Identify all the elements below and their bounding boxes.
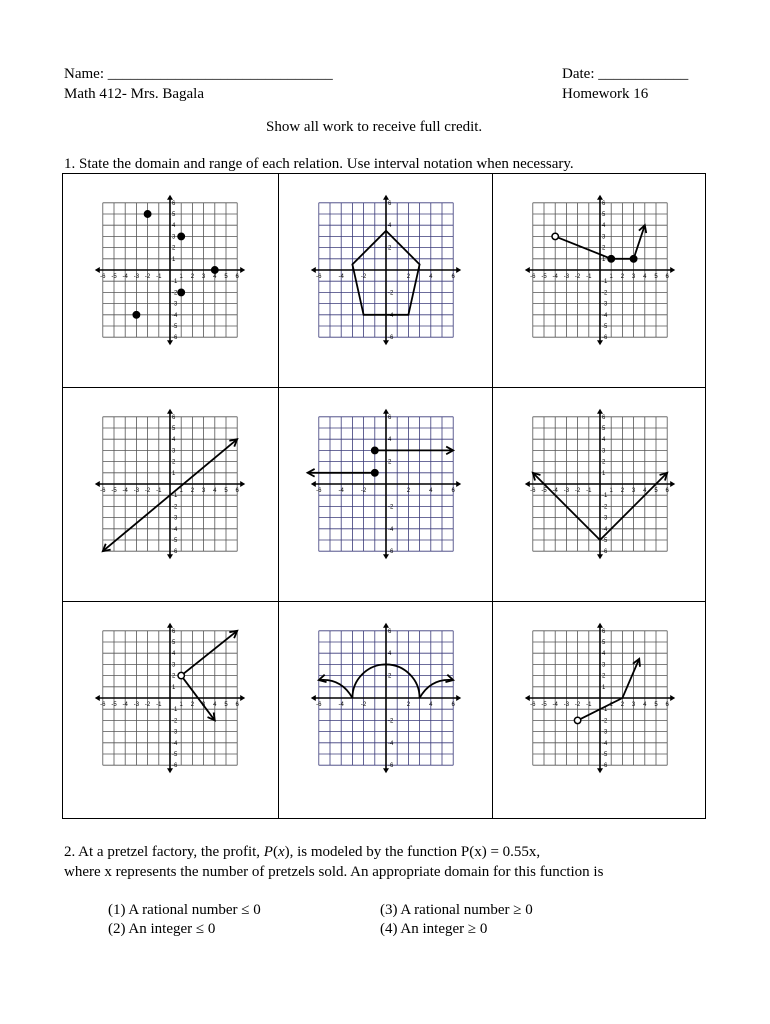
y-tick-label: 5 — [172, 640, 176, 646]
x-tick-label: 6 — [235, 274, 239, 280]
x-tick-label: -2 — [144, 702, 151, 708]
y-tick-label: -6 — [602, 763, 608, 770]
y-tick-label: -4 — [172, 526, 178, 533]
x-tick-label: -3 — [133, 274, 140, 280]
y-tick-label: -2 — [388, 290, 394, 297]
y-tick-label: 1 — [602, 256, 606, 263]
x-tick-label: -2 — [360, 488, 367, 494]
y-tick-label: 4 — [172, 223, 176, 230]
axes — [527, 197, 673, 343]
axes — [97, 411, 243, 557]
y-tick-label: -6 — [388, 335, 394, 342]
y-tick-label: 3 — [602, 448, 606, 455]
x-tick-label: -4 — [552, 274, 558, 280]
y-tick-label: -2 — [172, 504, 178, 511]
x-tick-label: -5 — [111, 702, 117, 708]
open-point — [552, 233, 558, 239]
y-tick-label: -6 — [172, 763, 178, 770]
x-tick-label: 1 — [609, 488, 613, 494]
x-tick-label: -2 — [574, 702, 581, 708]
closed-point — [144, 211, 150, 217]
closed-point — [133, 312, 139, 318]
q2-text: ), is modeled by the function — [284, 844, 461, 860]
y-tick-label: 3 — [172, 234, 176, 241]
x-tick-label: 5 — [654, 488, 658, 494]
axes — [313, 625, 459, 771]
coordinate-grid-7 — [63, 602, 277, 814]
y-tick-label: 6 — [602, 200, 606, 207]
graph-cell-7 — [63, 602, 277, 814]
axes — [527, 411, 673, 557]
y-tick-label: -3 — [602, 729, 608, 736]
x-tick-label: 4 — [429, 274, 433, 280]
x-tick-label: 5 — [654, 274, 658, 280]
x-tick-label: -2 — [360, 702, 367, 708]
x-tick-label: -6 — [100, 702, 106, 708]
question-1-text: 1. State the domain and range of each relation. Use interval notation when necessary. — [64, 156, 574, 172]
course-title: Math 412- Mrs. Bagala — [64, 86, 204, 102]
y-tick-label: -4 — [172, 740, 178, 747]
q2-text: 2. At a pretzel factory, the profit, — [64, 844, 264, 860]
y-tick-label: -2 — [602, 718, 608, 725]
y-tick-label: -4 — [388, 312, 394, 319]
x-tick-label: 6 — [451, 488, 455, 494]
x-tick-label: 6 — [665, 274, 669, 280]
y-tick-label: -3 — [602, 515, 608, 522]
y-tick-label: 2 — [602, 673, 606, 680]
y-tick-label: -3 — [172, 729, 178, 736]
y-tick-label: -3 — [172, 515, 178, 522]
y-tick-label: 4 — [602, 223, 606, 230]
y-tick-label: 1 — [602, 470, 606, 477]
y-tick-label: -5 — [602, 752, 608, 758]
y-tick-label: 4 — [388, 437, 392, 444]
x-tick-label: -6 — [530, 702, 536, 708]
y-tick-label: 3 — [602, 662, 606, 669]
open-point — [574, 717, 580, 723]
homework-number: Homework 16 — [562, 86, 649, 102]
y-tick-label: 2 — [172, 245, 176, 252]
coordinate-grid-2 — [279, 174, 493, 386]
x-tick-label: -5 — [541, 274, 547, 280]
choice-2[interactable]: (2) An integer ≤ 0 — [108, 921, 216, 937]
y-tick-label: -2 — [172, 290, 178, 297]
question-2-line-1 — [64, 844, 540, 861]
instruction-text: Show all work to receive full credit. — [266, 119, 483, 135]
y-tick-label: -4 — [172, 312, 178, 319]
x-tick-label: 4 — [643, 702, 647, 708]
x-tick-label: 1 — [609, 702, 613, 708]
x-tick-label: 6 — [665, 702, 669, 708]
y-tick-label: 4 — [388, 651, 392, 658]
y-tick-label: 4 — [602, 437, 606, 444]
x-tick-label: -5 — [541, 488, 547, 494]
y-tick-label: -1 — [172, 493, 178, 500]
closed-point — [630, 256, 636, 262]
y-tick-label: 3 — [172, 662, 176, 669]
y-tick-label: -6 — [388, 763, 394, 770]
x-tick-label: -6 — [100, 488, 106, 494]
x-tick-label: -3 — [133, 488, 140, 494]
graph-cell-2 — [279, 174, 493, 386]
left-curve — [319, 680, 353, 698]
x-tick-label: -3 — [563, 274, 570, 280]
x-tick-label: 4 — [213, 702, 217, 708]
x-tick-label: -1 — [156, 702, 162, 708]
x-tick-label: -4 — [338, 488, 344, 494]
y-tick-label: 1 — [172, 256, 176, 263]
y-tick-label: -5 — [602, 538, 608, 544]
y-tick-label: 2 — [172, 459, 176, 466]
y-tick-label: -6 — [172, 335, 178, 342]
y-tick-label: -4 — [602, 526, 608, 533]
x-tick-label: 6 — [235, 702, 239, 708]
x-tick-label: -3 — [133, 702, 140, 708]
x-tick-label: -1 — [586, 274, 592, 280]
y-tick-label: -4 — [388, 740, 394, 747]
graph-cell-6 — [493, 388, 707, 600]
x-tick-label: -2 — [360, 274, 367, 280]
x-tick-label: -4 — [122, 274, 128, 280]
x-tick-label: 4 — [429, 702, 433, 708]
q2-var: x — [277, 844, 285, 860]
x-tick-label: -4 — [552, 488, 558, 494]
y-tick-label: -6 — [172, 549, 178, 556]
y-tick-label: 6 — [388, 414, 392, 421]
closed-point — [212, 267, 218, 273]
y-tick-label: 5 — [172, 426, 176, 432]
y-tick-label: -6 — [602, 335, 608, 342]
y-tick-label: -5 — [172, 752, 178, 758]
x-tick-label: 2 — [190, 274, 195, 280]
y-tick-label: 2 — [388, 673, 392, 680]
y-tick-label: 2 — [388, 459, 392, 466]
x-tick-label: -6 — [316, 488, 322, 494]
graph-cell-3 — [493, 174, 707, 386]
y-tick-label: -5 — [172, 324, 178, 330]
x-tick-label: -5 — [541, 702, 547, 708]
axes — [313, 411, 459, 557]
q2-func: P — [263, 844, 273, 860]
coordinate-grid-1 — [63, 174, 277, 386]
choice-3[interactable]: (3) A rational number ≥ 0 — [380, 902, 533, 918]
x-tick-label: -2 — [144, 274, 151, 280]
y-tick-label: 6 — [172, 628, 176, 635]
choice-1[interactable]: (1) A rational number ≤ 0 — [108, 902, 261, 918]
x-tick-label: -2 — [574, 488, 581, 494]
y-tick-label: -2 — [602, 290, 608, 297]
x-tick-label: 4 — [643, 488, 647, 494]
y-tick-label: 2 — [602, 245, 606, 252]
y-tick-label: 2 — [172, 673, 176, 680]
x-tick-label: 2 — [620, 488, 625, 494]
closed-point — [178, 289, 184, 295]
x-tick-label: 2 — [406, 274, 411, 280]
coordinate-grid-9 — [493, 602, 707, 814]
x-tick-label: -4 — [552, 702, 558, 708]
x-tick-label: -1 — [156, 488, 162, 494]
x-tick-label: 2 — [406, 702, 411, 708]
x-tick-label: 3 — [201, 702, 206, 708]
y-tick-label: 2 — [602, 459, 606, 466]
x-tick-label: 2 — [190, 488, 195, 494]
question-2-line-2: where x represents the number of pretzels sold. An appropriate domain for this function is — [64, 864, 604, 880]
y-tick-label: 6 — [602, 628, 606, 635]
x-tick-label: 4 — [213, 274, 217, 280]
y-tick-label: 1 — [602, 684, 606, 691]
coordinate-grid-3 — [493, 174, 707, 386]
x-tick-label: 1 — [179, 488, 183, 494]
y-tick-label: 1 — [172, 470, 176, 477]
x-tick-label: -5 — [111, 488, 117, 494]
x-tick-label: 2 — [406, 488, 411, 494]
y-tick-label: -2 — [388, 504, 394, 511]
y-tick-label: -2 — [388, 718, 394, 725]
x-tick-label: 3 — [631, 488, 636, 494]
axes — [313, 197, 459, 343]
graph-cell-9 — [493, 602, 707, 814]
date-line[interactable]: Date: ____________ — [562, 66, 689, 82]
q2-equation: P(x) = 0.55x, — [460, 844, 541, 860]
y-tick-label: 3 — [602, 234, 606, 241]
x-tick-label: -3 — [563, 702, 570, 708]
y-tick-label: -2 — [602, 504, 608, 511]
x-tick-label: -6 — [316, 274, 322, 280]
axes — [527, 625, 673, 771]
y-tick-label: 4 — [172, 437, 176, 444]
x-tick-label: -4 — [338, 274, 344, 280]
x-tick-label: -6 — [530, 274, 536, 280]
graph-table — [62, 173, 706, 819]
y-tick-label: -1 — [172, 279, 178, 286]
y-tick-label: 4 — [602, 651, 606, 658]
x-tick-label: 3 — [631, 702, 636, 708]
x-tick-label: 1 — [609, 274, 613, 280]
x-tick-label: -4 — [122, 702, 128, 708]
x-tick-label: 4 — [429, 488, 433, 494]
x-tick-label: -1 — [156, 274, 162, 280]
y-tick-label: -1 — [602, 493, 608, 500]
coordinate-grid-5 — [279, 388, 493, 600]
x-tick-label: 2 — [620, 702, 625, 708]
closed-point — [372, 447, 378, 453]
x-tick-label: 5 — [224, 702, 228, 708]
axes — [97, 625, 243, 771]
x-tick-label: -2 — [144, 488, 151, 494]
coordinate-grid-4 — [63, 388, 277, 600]
y-tick-label: -5 — [602, 324, 608, 330]
x-tick-label: 4 — [213, 488, 217, 494]
y-tick-label: -1 — [172, 707, 178, 714]
y-tick-label: -2 — [172, 718, 178, 725]
y-tick-label: -4 — [602, 740, 608, 747]
y-tick-label: 6 — [172, 414, 176, 421]
name-line[interactable]: Name: ______________________________ — [64, 66, 333, 82]
y-tick-label: -3 — [602, 301, 608, 308]
choice-4[interactable]: (4) An integer ≥ 0 — [380, 921, 488, 937]
y-tick-label: 5 — [172, 212, 176, 218]
y-tick-label: -4 — [388, 526, 394, 533]
y-tick-label: -1 — [602, 279, 608, 286]
x-tick-label: -6 — [100, 274, 106, 280]
x-tick-label: -3 — [563, 488, 570, 494]
y-tick-label: 6 — [172, 200, 176, 207]
x-tick-label: 3 — [201, 488, 206, 494]
y-tick-label: -1 — [602, 707, 608, 714]
graph-cell-8 — [279, 602, 493, 814]
x-tick-label: 5 — [224, 274, 228, 280]
y-tick-label: 4 — [172, 651, 176, 658]
x-tick-label: -6 — [316, 702, 322, 708]
y-tick-label: 5 — [602, 212, 606, 218]
graph-segment — [578, 659, 640, 721]
graph-cell-5 — [279, 388, 493, 600]
coordinate-grid-8 — [279, 602, 493, 814]
right-curve — [420, 680, 454, 698]
y-tick-label: 5 — [602, 426, 606, 432]
q2-text: ( — [272, 844, 278, 860]
x-tick-label: 2 — [190, 702, 195, 708]
closed-point — [608, 256, 614, 262]
y-tick-label: -3 — [172, 301, 178, 308]
graph-cell-4 — [63, 388, 277, 600]
x-tick-label: 3 — [631, 274, 636, 280]
x-tick-label: -5 — [111, 274, 117, 280]
x-tick-label: 6 — [665, 488, 669, 494]
x-tick-label: 5 — [224, 488, 228, 494]
x-tick-label: 5 — [654, 702, 658, 708]
x-tick-label: -2 — [574, 274, 581, 280]
closed-point — [372, 470, 378, 476]
y-tick-label: -6 — [602, 549, 608, 556]
x-tick-label: 4 — [643, 274, 647, 280]
y-tick-label: 5 — [602, 640, 606, 646]
x-tick-label: 6 — [235, 488, 239, 494]
y-tick-label: 6 — [388, 628, 392, 635]
y-tick-label: -5 — [172, 538, 178, 544]
x-tick-label: 6 — [451, 702, 455, 708]
graph-cell-1 — [63, 174, 277, 386]
x-tick-label: 1 — [179, 702, 183, 708]
x-tick-label: 1 — [179, 274, 183, 280]
coordinate-grid-6 — [493, 388, 707, 600]
y-tick-label: 2 — [388, 245, 392, 252]
x-tick-label: 3 — [201, 274, 206, 280]
x-tick-label: -1 — [586, 488, 592, 494]
axes — [97, 197, 243, 343]
x-tick-label: -4 — [338, 702, 344, 708]
y-tick-label: -4 — [602, 312, 608, 319]
y-tick-label: -6 — [388, 549, 394, 556]
y-tick-label: 3 — [172, 448, 176, 455]
x-tick-label: -6 — [530, 488, 536, 494]
closed-point — [178, 233, 184, 239]
y-tick-label: 6 — [602, 414, 606, 421]
open-point — [178, 672, 184, 678]
y-tick-label: 1 — [172, 684, 176, 691]
x-tick-label: -1 — [586, 702, 592, 708]
y-tick-label: 6 — [388, 200, 392, 207]
x-tick-label: -4 — [122, 488, 128, 494]
y-tick-label: 4 — [388, 223, 392, 230]
x-tick-label: 6 — [451, 274, 455, 280]
x-tick-label: 2 — [620, 274, 625, 280]
